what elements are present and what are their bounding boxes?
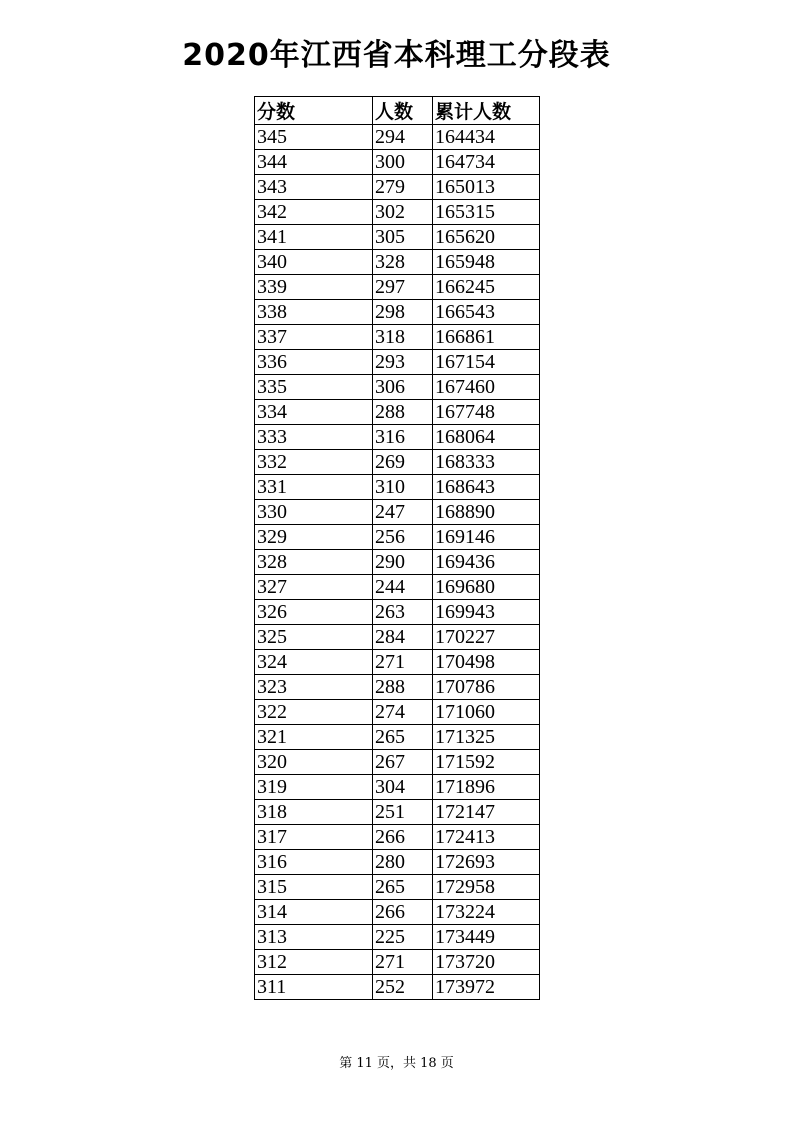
score-cell: 327: [255, 575, 373, 600]
table-row: [255, 800, 540, 825]
count-cell: 244: [373, 575, 433, 600]
cumulative-count-cell: 172693: [433, 850, 540, 875]
count-cell: 310: [373, 475, 433, 500]
score-cell: 334: [255, 400, 373, 425]
score-cell: 325: [255, 625, 373, 650]
count-cell: 267: [373, 750, 433, 775]
cumulative-count-cell: 171060: [433, 700, 540, 725]
page-title: 2020年江西省本科理工分段表: [182, 38, 611, 73]
count-cell: 279: [373, 175, 433, 200]
table-row: [255, 975, 540, 1000]
score-cell: 329: [255, 525, 373, 550]
cumulative-count-cell: 168064: [433, 425, 540, 450]
count-cell: 271: [373, 950, 433, 975]
cumulative-count-cell: 172147: [433, 800, 540, 825]
count-cell: 263: [373, 600, 433, 625]
score-cell: 318: [255, 800, 373, 825]
score-cell: 337: [255, 325, 373, 350]
page-footer: 第 11 页，共 18 页: [339, 1056, 454, 1071]
table-row: [255, 225, 540, 250]
score-cell: 324: [255, 650, 373, 675]
table-row: [255, 200, 540, 225]
score-cell: 313: [255, 925, 373, 950]
count-cell: 247: [373, 500, 433, 525]
score-distribution-table: [254, 96, 540, 1000]
score-cell: 331: [255, 475, 373, 500]
count-cell: 328: [373, 250, 433, 275]
table-row: [255, 900, 540, 925]
score-cell: 332: [255, 450, 373, 475]
count-cell: 256: [373, 525, 433, 550]
cumulative-count-cell: 173720: [433, 950, 540, 975]
count-cell: 266: [373, 825, 433, 850]
count-cell: 252: [373, 975, 433, 1000]
count-cell: 306: [373, 375, 433, 400]
score-cell: 314: [255, 900, 373, 925]
score-cell: 326: [255, 600, 373, 625]
table-row: [255, 325, 540, 350]
table-row: [255, 450, 540, 475]
table-row: [255, 825, 540, 850]
table-row: [255, 575, 540, 600]
score-cell: 320: [255, 750, 373, 775]
score-cell: 344: [255, 150, 373, 175]
score-cell: 341: [255, 225, 373, 250]
count-cell: 284: [373, 625, 433, 650]
cumulative-count-cell: 173972: [433, 975, 540, 1000]
count-cell: 290: [373, 550, 433, 575]
table-row: [255, 350, 540, 375]
count-cell: 294: [373, 125, 433, 150]
count-cell: 297: [373, 275, 433, 300]
score-cell: 340: [255, 250, 373, 275]
cumulative-count-cell: 172413: [433, 825, 540, 850]
cumulative-count-cell: 171592: [433, 750, 540, 775]
score-cell: 343: [255, 175, 373, 200]
table-row: [255, 375, 540, 400]
score-cell: 330: [255, 500, 373, 525]
table-row: [255, 625, 540, 650]
score-cell: 333: [255, 425, 373, 450]
table-row: [255, 275, 540, 300]
count-cell: 280: [373, 850, 433, 875]
table-row: [255, 950, 540, 975]
table-row: [255, 425, 540, 450]
table-row: [255, 775, 540, 800]
cumulative-count-cell: 165620: [433, 225, 540, 250]
count-cell: 251: [373, 800, 433, 825]
cumulative-count-cell: 170786: [433, 675, 540, 700]
score-cell: 338: [255, 300, 373, 325]
score-cell: 316: [255, 850, 373, 875]
count-cell: 225: [373, 925, 433, 950]
count-cell: 302: [373, 200, 433, 225]
score-cell: 312: [255, 950, 373, 975]
table-row: [255, 300, 540, 325]
cumulative-count-cell: 170498: [433, 650, 540, 675]
count-cell: 304: [373, 775, 433, 800]
score-cell: 345: [255, 125, 373, 150]
score-cell: 317: [255, 825, 373, 850]
score-cell: 328: [255, 550, 373, 575]
score-cell: 315: [255, 875, 373, 900]
count-cell: 271: [373, 650, 433, 675]
score-cell: 339: [255, 275, 373, 300]
column-header-score: 分数: [255, 97, 373, 125]
table-row: [255, 925, 540, 950]
cumulative-count-cell: 169943: [433, 600, 540, 625]
table-row: [255, 125, 540, 150]
cumulative-count-cell: 168333: [433, 450, 540, 475]
table-row: [255, 550, 540, 575]
cumulative-count-cell: 164434: [433, 125, 540, 150]
table-row: [255, 600, 540, 625]
cumulative-count-cell: 169146: [433, 525, 540, 550]
cumulative-count-cell: 165948: [433, 250, 540, 275]
cumulative-count-cell: 166245: [433, 275, 540, 300]
cumulative-count-cell: 173449: [433, 925, 540, 950]
table-row: [255, 725, 540, 750]
count-cell: 265: [373, 725, 433, 750]
score-cell: 311: [255, 975, 373, 1000]
table-row: [255, 250, 540, 275]
table-row: [255, 175, 540, 200]
score-cell: 319: [255, 775, 373, 800]
count-cell: 300: [373, 150, 433, 175]
cumulative-count-cell: 166543: [433, 300, 540, 325]
table-body: [255, 125, 540, 1000]
table-row: [255, 850, 540, 875]
score-cell: 335: [255, 375, 373, 400]
table-row: [255, 700, 540, 725]
table-row: [255, 650, 540, 675]
count-cell: 293: [373, 350, 433, 375]
count-cell: 288: [373, 675, 433, 700]
count-cell: 305: [373, 225, 433, 250]
cumulative-count-cell: 166861: [433, 325, 540, 350]
count-cell: 298: [373, 300, 433, 325]
table-row: [255, 400, 540, 425]
count-cell: 288: [373, 400, 433, 425]
count-cell: 269: [373, 450, 433, 475]
score-cell: 322: [255, 700, 373, 725]
score-cell: 323: [255, 675, 373, 700]
cumulative-count-cell: 168890: [433, 500, 540, 525]
cumulative-count-cell: 167460: [433, 375, 540, 400]
table-header-row: [255, 97, 540, 125]
cumulative-count-cell: 171896: [433, 775, 540, 800]
cumulative-count-cell: 165315: [433, 200, 540, 225]
score-cell: 336: [255, 350, 373, 375]
column-header-count: 人数: [373, 97, 433, 125]
table-row: [255, 875, 540, 900]
table-row: [255, 675, 540, 700]
cumulative-count-cell: 171325: [433, 725, 540, 750]
cumulative-count-cell: 167748: [433, 400, 540, 425]
cumulative-count-cell: 164734: [433, 150, 540, 175]
score-cell: 342: [255, 200, 373, 225]
cumulative-count-cell: 172958: [433, 875, 540, 900]
table-row: [255, 525, 540, 550]
table-row: [255, 750, 540, 775]
score-cell: 321: [255, 725, 373, 750]
count-cell: 318: [373, 325, 433, 350]
cumulative-count-cell: 169680: [433, 575, 540, 600]
count-cell: 266: [373, 900, 433, 925]
table-row: [255, 500, 540, 525]
count-cell: 316: [373, 425, 433, 450]
column-header-cumulative: 累计人数: [433, 97, 540, 125]
cumulative-count-cell: 173224: [433, 900, 540, 925]
cumulative-count-cell: 169436: [433, 550, 540, 575]
count-cell: 274: [373, 700, 433, 725]
table-row: [255, 475, 540, 500]
cumulative-count-cell: 167154: [433, 350, 540, 375]
cumulative-count-cell: 168643: [433, 475, 540, 500]
table-row: [255, 150, 540, 175]
cumulative-count-cell: 165013: [433, 175, 540, 200]
count-cell: 265: [373, 875, 433, 900]
cumulative-count-cell: 170227: [433, 625, 540, 650]
